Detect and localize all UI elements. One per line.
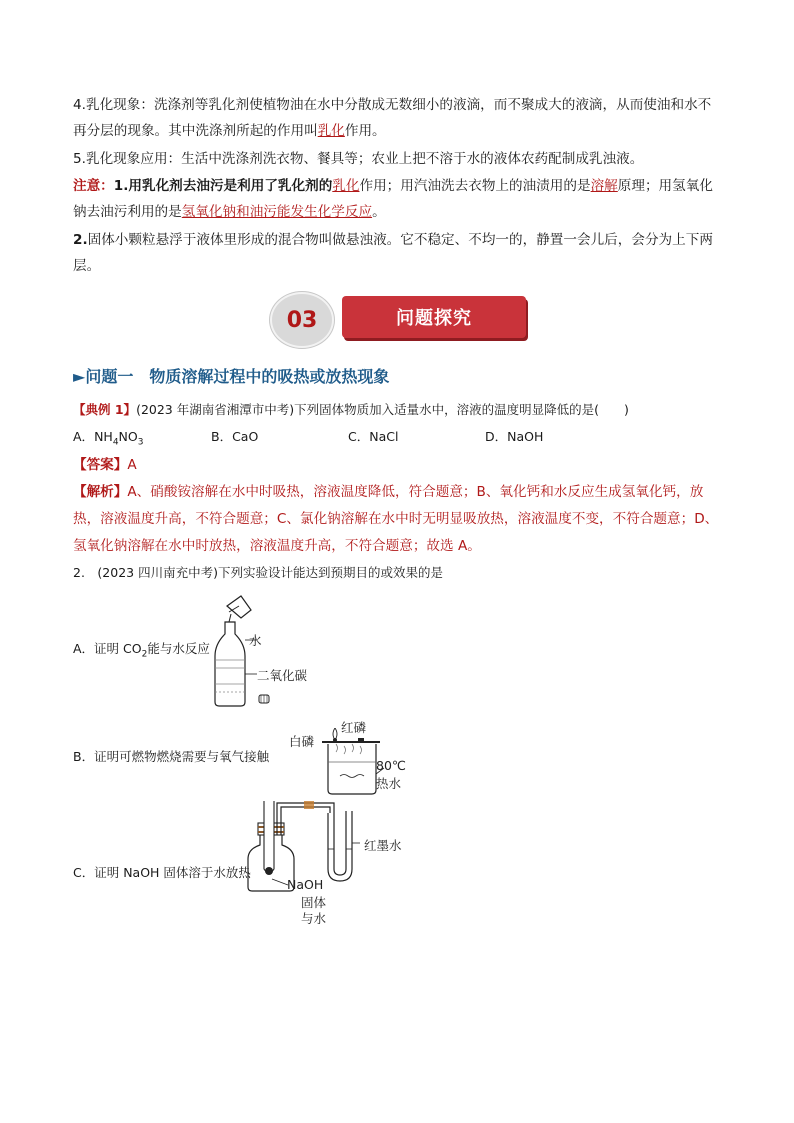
example-1-stem [73,397,723,423]
text: 问题一 物质溶解过程中的吸热或放热现象 [85,367,390,386]
text: CaO [232,429,259,444]
text: 原理；用氢氧化钠去油污利用的是 [73,178,713,220]
text: D． [485,429,508,444]
text: 2 [141,649,148,660]
text: A．证明 CO [73,641,142,656]
label-solid: 固体 [301,895,327,910]
answer-tag: 【答案】 [73,457,128,473]
text: A、硝酸铵溶解在水中时吸热，溶液温度降低，符合题意；B、氧化钙和水反应生成氢氧化钙，放热，溶液温度升高，不符合题意；C、氯化钠溶解在水中时无明显吸放热，溶液温度不变，不符合题意；D、氢氧化钠溶解在水中时放热，溶液温度升高，不符合题意；故选 A。 [73,484,719,554]
term-emulsify-2: 乳化 [332,178,360,194]
option-c [348,424,398,450]
example-tag: 【典例 1】 [73,402,137,417]
analysis-paragraph [73,479,723,560]
option-b [211,424,258,450]
question-2-stem: 2. (2023 四川南充中考)下列实验设计能达到预期目的或效果的是 [73,565,443,580]
text: 3 [137,437,144,448]
label-naoh: NaOH [287,877,324,892]
text: NH [94,429,113,444]
label-red-phosphorus: 红磷 [341,720,367,735]
label-with-water: 与水 [301,911,327,926]
paragraph-application: 5.乳化现象应用：生活中洗涤剂洗衣物、餐具等；农业上把不溶于水的液体农药配制成乳浊液。 [73,151,644,167]
text: 作用；用汽油洗去衣物上的油渍用的是 [359,178,591,194]
text: A． [73,429,95,444]
label-red-ink: 红墨水 [364,838,402,853]
note-paragraph [73,173,723,225]
bottle-co2-figure [205,588,325,713]
text: 能与水反应 [147,641,210,656]
term-dissolve: 溶解 [590,178,618,194]
text: 1.用乳化剂去油污是利用了乳化剂的 [113,178,333,194]
section-number-badge: 03 [270,292,334,348]
suspension-paragraph [73,227,723,279]
label-white-phosphorus: 白磷 [289,734,315,749]
text: 2. [73,232,88,248]
text: 4.乳化现象：洗涤剂等乳化剂使植物油在水中分散成无数细小的液滴，而不聚成大的液滴，从而使油和水不再分层的现象。其中洗涤剂所起的作用叫 [73,97,712,139]
label-co2: 二氧化碳 [257,668,308,683]
paragraph-emulsification [73,92,723,144]
text: 。 [372,204,386,220]
q2-option-b: B．证明可燃物燃烧需要与氧气接触 [73,749,270,764]
text: C． [348,429,370,444]
text: 4 [112,437,119,448]
text: B． [211,429,233,444]
answer-line [73,452,723,478]
term-emulsify: 乳化 [317,123,345,139]
text: NaCl [369,429,399,444]
text: (2023 年湖南省湘潭市中考)下列固体物质加入适量水中，溶液的温度明显降低的是( ) [136,402,629,417]
note-label: 注意： [73,178,114,194]
label-temperature: 80℃ [376,758,406,773]
question-heading [73,364,389,387]
answer-value: A [127,457,137,473]
analysis-tag: 【解析】 [73,484,128,500]
arrow-icon: ► [73,367,86,386]
text: NaOH [507,429,544,444]
q2-option-c: C．证明 NaOH 固体溶于水放热 [73,865,251,880]
section-title: 问题探究 [342,296,526,338]
label-hot-water: 热水 [376,776,402,791]
section-banner [270,296,526,340]
text: 固体小颗粒悬浮于液体里形成的混合物叫做悬浊液。它不稳定、不均一的，静置一会儿后，会分为上下两层。 [73,232,713,274]
term-reaction: 氢氧化钠和油污能发生化学反应 [181,204,373,220]
label-water: 水 [249,633,262,648]
text: 作用。 [344,123,386,139]
option-d [485,424,543,450]
text: NO [118,429,138,444]
option-a [73,424,143,456]
